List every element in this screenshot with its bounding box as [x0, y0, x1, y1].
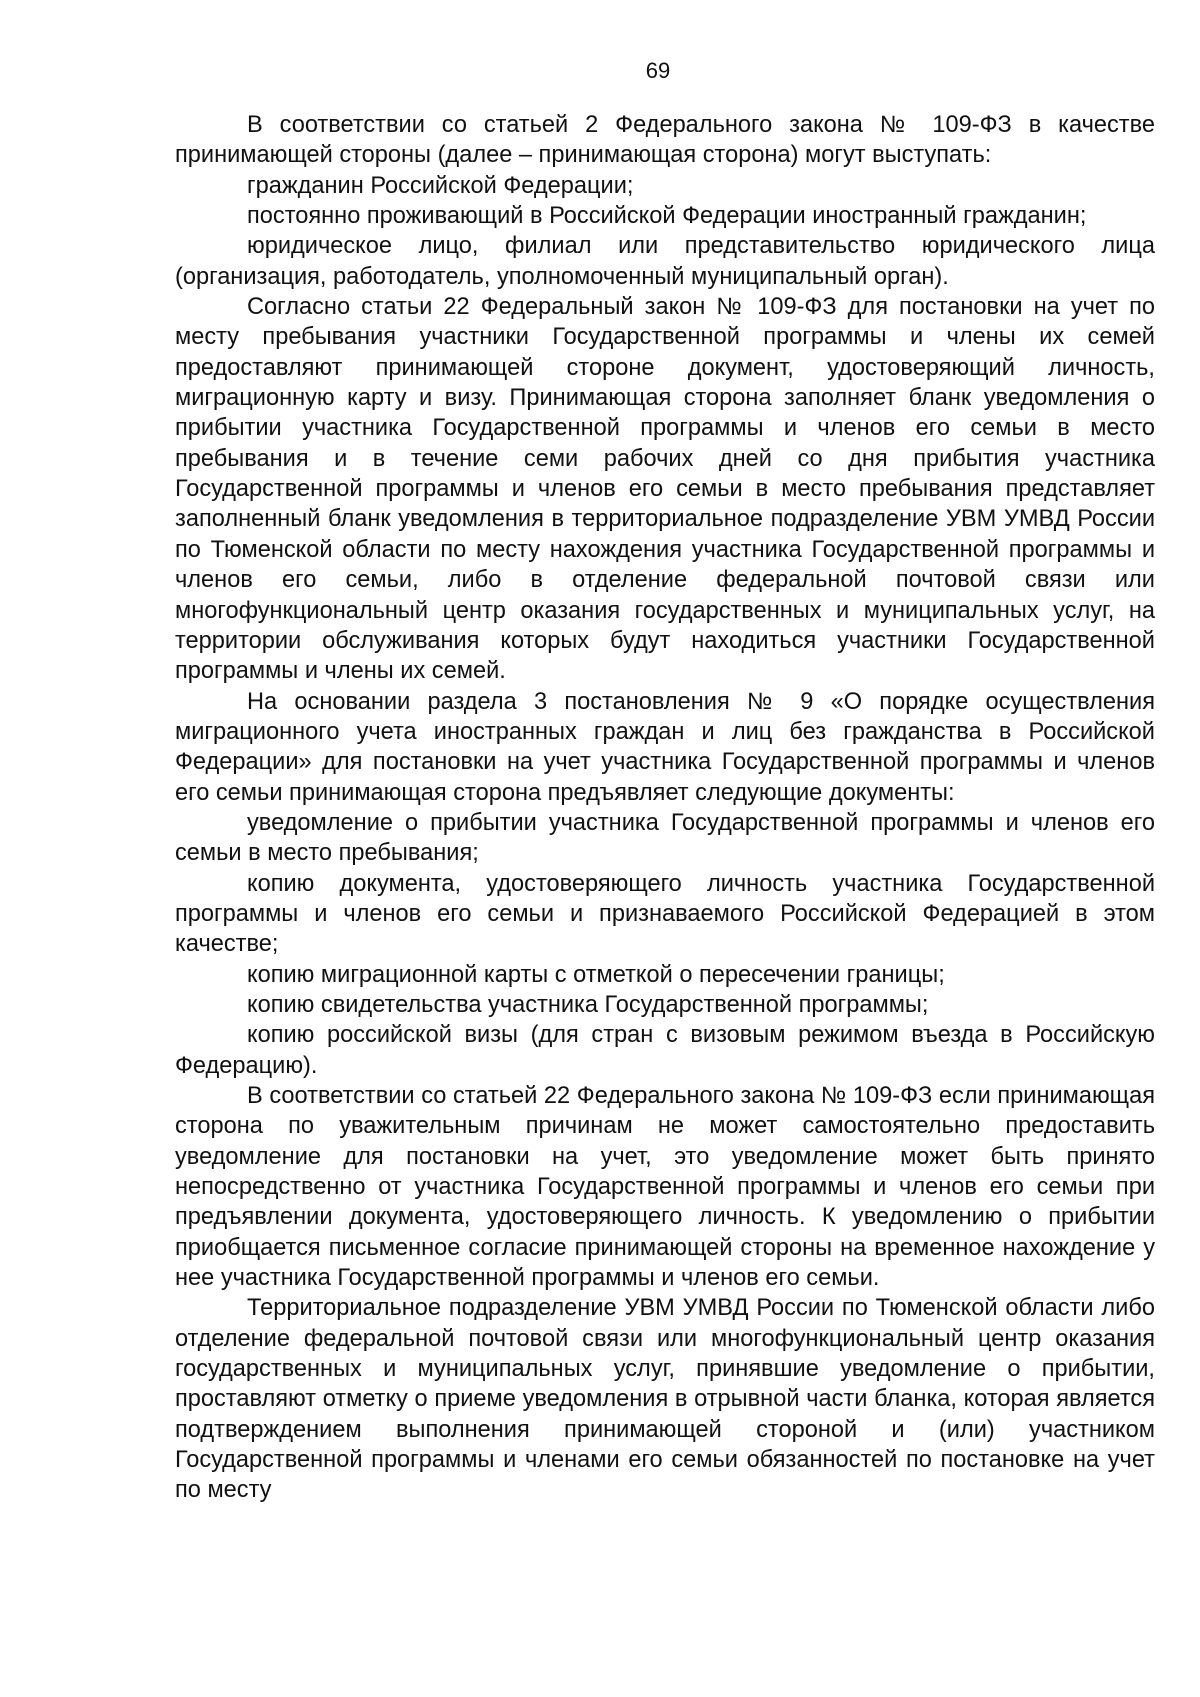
paragraph-6: На основании раздела 3 постановления № 9 «О порядке осуществления миграционного учета иностранных граждан и лиц без гражданства в Российской Федерации» для постановки на учет участника Государственной программы и членов его семьи принимающая сторона предъявляет следующие документы:	[175, 688, 1155, 806]
paragraph-5: Согласно статьи 22 Федеральный закон № 109-ФЗ для постановки на учет по месту пребывания участники Государственной программы и члены их семей предоставляют принимающей стороне документ, удостоверяющий личность, миграционную карту и визу. Принимающая сторона заполняет бланк уведомления о прибытии участника Государственной программы и членов его семьи в место пребывания и в течение семи рабочих дней со дня прибытия участника Государственной программы и членов его семьи в место пребывания представляет заполненный бланк уведомления в территориальное подразделение УВМ УМВД России по Тюменской области по месту нахождения участника Государственной программы и членов его семьи, либо в отделение федеральной почтовой связи или многофункциональный центр оказания государственных и муниципальных услуг, на территории обслуживания которых будут находиться участники Государственной программы и члены их семей.	[175, 294, 1155, 685]
paragraph-10: копию свидетельства участника Государственной программы;	[247, 991, 929, 1018]
paragraph-11: копию российской визы (для стран с визовым режимом въезда в Российскую Федерацию).	[175, 1022, 1155, 1079]
paragraph-4: юридическое лицо, филиал или представительство юридического лица (организация, работодатель, уполномоченный муниципальный орган).	[175, 233, 1155, 290]
paragraph-1: В соответствии со статьей 2 Федерального закона № 109-ФЗ в качестве принимающей стороны (далее – принимающая сторона) могут выступать:	[175, 112, 1155, 169]
paragraph-3: постоянно проживающий в Российской Федерации иностранный гражданин;	[247, 203, 1087, 230]
document-body	[175, 110, 1155, 1506]
paragraph-13: Территориальное подразделение УВМ УМВД России по Тюменской области либо отделение федеральной почтовой связи или многофункциональный центр оказания государственных и муниципальных услуг, принявшие уведомление о прибытии, проставляют отметку о приеме уведомления в отрывной части бланка, которая является подтверждением выполнения принимающей стороной и (или) участником Государственной программы и членами его семьи обязанностей по постановке на учет по месту	[175, 1295, 1155, 1504]
paragraph-8: копию документа, удостоверяющего личность участника Государственной программы и членов его семьи и признаваемого Российской Федерацией в этом качестве;	[175, 870, 1155, 958]
paragraph-12: В соответствии со статьей 22 Федерального закона № 109-ФЗ если принимающая сторона по уважительным причинам не может самостоятельно предоставить уведомление для постановки на учет, это уведомление может быть принято непосредственно от участника Государственной программы и членов его семьи при предъявлении документа, удостоверяющего личность. К уведомлению о прибытии приобщается письменное согласие принимающей стороны на временное нахождение у нее участника Государственной программы и членов его семьи.	[175, 1083, 1155, 1292]
paragraph-2: гражданин Российской Федерации;	[247, 172, 634, 199]
paragraph-7: уведомление о прибытии участника Государственной программы и членов его семьи в место пребывания;	[175, 809, 1155, 867]
page-number: 69	[645, 58, 671, 83]
paragraph-9: копию миграционной карты с отметкой о пересечении границы;	[247, 961, 945, 988]
